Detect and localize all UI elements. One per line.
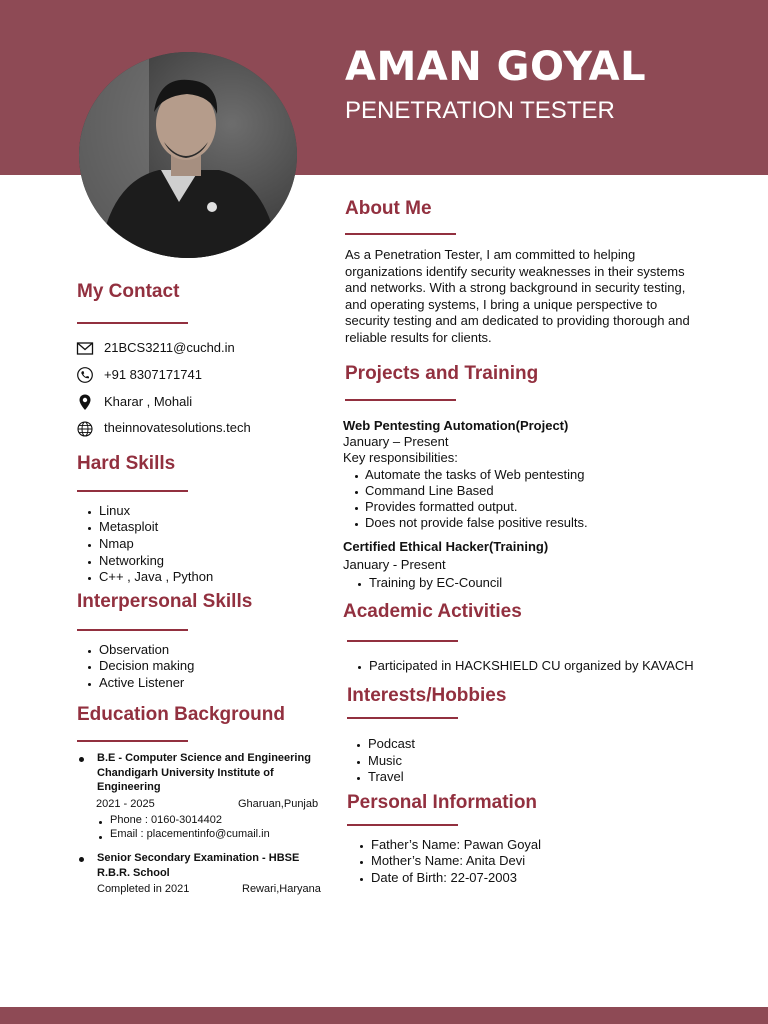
- interpersonal-skill-item: Decision making: [99, 658, 195, 673]
- academic-heading: Academic Activities: [343, 601, 522, 622]
- phone-icon: [76, 366, 94, 384]
- education-exam: Senior Secondary Examination - HBSE: [97, 852, 300, 864]
- personal-item: Date of Birth: 22-07-2003: [371, 870, 517, 885]
- bullet: [99, 821, 102, 824]
- training-date: January - Present: [343, 557, 446, 572]
- education-school: R.B.R. School: [97, 867, 170, 879]
- training-name: Certified Ethical Hacker(Training): [343, 539, 549, 554]
- education-heading: Education Background: [77, 704, 285, 725]
- contact-website[interactable]: theinnovatesolutions.tech: [104, 420, 251, 435]
- bullet: [360, 878, 363, 881]
- projects-heading: Projects and Training: [345, 363, 539, 384]
- hard-skill-item: Nmap: [99, 536, 134, 551]
- footer-band: [0, 1007, 768, 1024]
- projects-rule: [345, 399, 456, 401]
- contact-phone[interactable]: +91 8307171741: [104, 367, 202, 382]
- hobby-item: Travel: [368, 769, 404, 784]
- education-email[interactable]: Email : placementinfo@cumail.in: [110, 828, 270, 840]
- bullet: [88, 650, 91, 653]
- academic-rule: [347, 640, 458, 642]
- personal-item: Mother’s Name: Anita Devi: [371, 853, 526, 868]
- location-pin-icon: [76, 393, 94, 411]
- education-degree: B.E - Computer Science and Engineering: [97, 752, 311, 764]
- about-text: As a Penetration Tester, I am committed to helping organizations identify security weaknesses in their systems and networks. With a strong background in security testing, and operating systems, I bring a unique perspective to security testing and am dedicated to providing thorough and reliable results for clients.: [345, 247, 690, 345]
- project-name: Web Pentesting Automation(Project): [343, 418, 569, 433]
- bullet: [88, 666, 91, 669]
- education-place: Gharuan,Punjab: [238, 798, 319, 810]
- project-resp-item: Automate the tasks of Web pentesting: [365, 467, 585, 482]
- contact-email[interactable]: 21BCS3211@cuchd.in: [104, 340, 235, 355]
- hard-skill-item: Networking: [99, 553, 165, 568]
- bullet: [357, 761, 360, 764]
- bullet: [355, 523, 358, 526]
- hard-skills-heading: Hard Skills: [77, 453, 176, 474]
- bullet: [88, 527, 91, 530]
- about-heading: About Me: [345, 198, 432, 219]
- interpersonal-skill-item: Active Listener: [99, 675, 185, 690]
- personal-heading: Personal Information: [347, 792, 538, 813]
- education-years: 2021 - 2025: [96, 798, 155, 810]
- contact-location: Kharar , Mohali: [104, 394, 193, 409]
- hobby-item: Podcast: [368, 736, 415, 751]
- interpersonal-skill-item: Observation: [99, 642, 170, 657]
- education-institution-cont: Engineering: [97, 781, 161, 793]
- personal-rule: [347, 824, 458, 826]
- bullet: [88, 544, 91, 547]
- education-institution: Chandigarh University Institute of: [97, 767, 274, 779]
- bullet: [88, 577, 91, 580]
- hard-skill-item: C++ , Java , Python: [99, 569, 214, 584]
- bullet: [357, 744, 360, 747]
- contact-heading: My Contact: [77, 281, 180, 302]
- bullet: [79, 757, 84, 762]
- project-resp-item: Provides formatted output.: [365, 499, 518, 514]
- bullet: [358, 666, 361, 669]
- personal-item: Father’s Name: Pawan Goyal: [371, 837, 542, 852]
- interpersonal-skills-heading: Interpersonal Skills: [77, 591, 253, 612]
- hard-skill-item: Metasploit: [99, 519, 159, 534]
- hobbies-rule: [347, 717, 458, 719]
- training-item: Training by EC-Council: [369, 575, 503, 590]
- bullet: [99, 836, 102, 839]
- project-resp-item: Command Line Based: [365, 483, 494, 498]
- about-rule: [345, 233, 456, 235]
- bullet: [360, 861, 363, 864]
- job-title: PENETRATION TESTER: [345, 97, 615, 124]
- interpersonal-skills-rule: [77, 629, 188, 631]
- hobbies-heading: Interests/Hobbies: [347, 685, 507, 706]
- education-completed: Completed in 2021: [97, 883, 190, 895]
- mail-icon: [76, 339, 94, 357]
- hard-skill-item: Linux: [99, 503, 131, 518]
- bullet: [88, 561, 91, 564]
- project-date: January – Present: [343, 434, 449, 449]
- project-resp-label: Key responsibilities:: [343, 450, 458, 465]
- profile-photo: [79, 52, 297, 258]
- education-rule: [77, 740, 188, 742]
- bullet: [79, 857, 84, 862]
- globe-icon: [76, 420, 94, 438]
- project-resp-item: Does not provide false positive results.: [365, 515, 588, 530]
- bullet: [355, 507, 358, 510]
- bullet: [355, 475, 358, 478]
- bullet: [357, 777, 360, 780]
- academic-item: Participated in HACKSHIELD CU organized by KAVACH: [369, 658, 694, 673]
- bullet: [88, 683, 91, 686]
- person-name: AMAN GOYAL: [345, 44, 647, 90]
- hard-skills-rule: [77, 490, 188, 492]
- bullet: [360, 845, 363, 848]
- education-place: Rewari,Haryana: [242, 883, 321, 895]
- contact-rule: [77, 322, 188, 324]
- bullet: [355, 491, 358, 494]
- bullet: [88, 511, 91, 514]
- education-phone: Phone : 0160-3014402: [110, 814, 222, 826]
- bullet: [358, 583, 361, 586]
- hobby-item: Music: [368, 753, 402, 768]
